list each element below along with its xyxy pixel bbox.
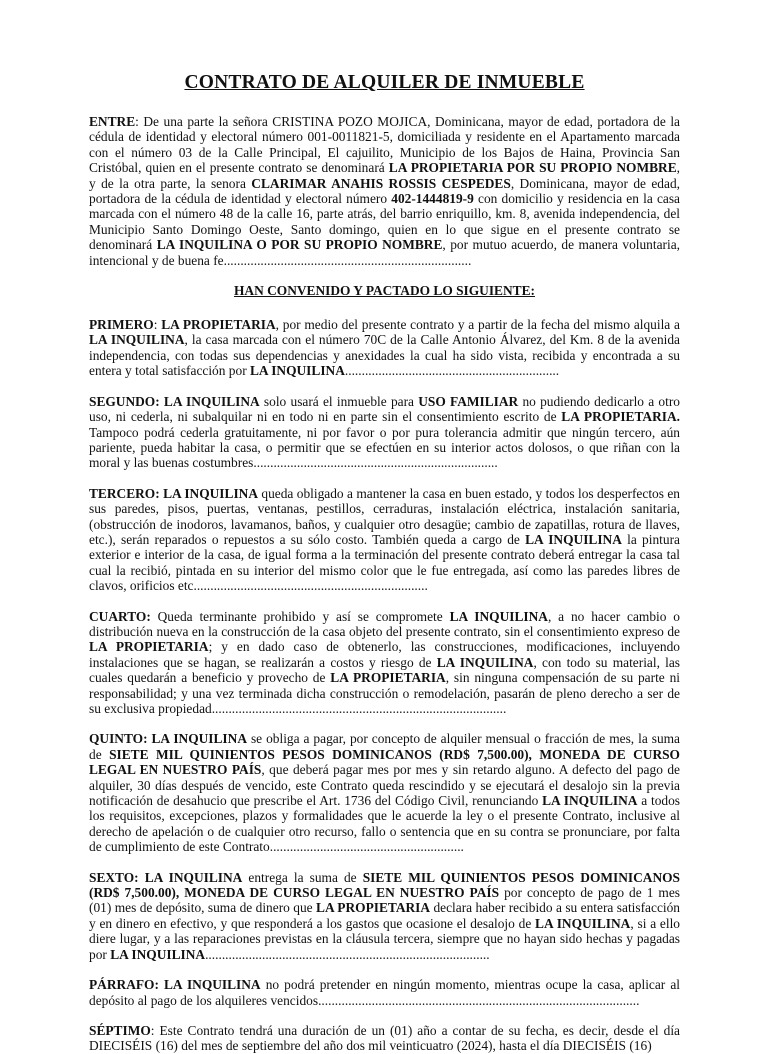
clause-cuarto [89, 609, 680, 717]
text-segment: con domicilio y residencia en la casa marcada con el número 48 de la calle 16, parte atrás, del barrio enriquillo, km. 8, avenida independencia, del Municipio Santo Domingo Oeste, Santo domingo, quien en lo que sigue en el presente contrato se denominará [89, 191, 680, 253]
bold-text-segment: LA PROPIETARIA. [561, 409, 680, 425]
text-segment: , la casa marcada con el número 70C de la Calle Antonio Álvarez, del Km. 8 de la avenida independencia, con todas sus dependencias y anexidades la cual ha sido vista, recibida y encontrada a su entera y total satisfacción por [89, 332, 680, 379]
text-segment: queda obligado a mantener la casa en buen estado, y todos los desperfectos en sus paredes, pisos, puertas, ventanas, pestillos, cerraduras, instalación eléctrica, instalación sanitaria, (obstrucción de inodoros, lavamanos, baños, y cualquier otro desagüe; cambio de zapatillas, rotura de llaves, etc.), serán reparados o repuestos a su sólo costo. También queda a cargo de [89, 485, 680, 547]
text-segment: solo usará el inmueble para [259, 393, 419, 409]
text-segment: ; y en dado caso de obtenerlo, las construcciones, modificaciones, incluyendo instalaciones que se hagan, se realizarán a costos y riesgo de [89, 639, 680, 670]
text-segment: ................................................................ [344, 363, 560, 379]
text-segment: : [153, 317, 162, 333]
clause-primero [89, 317, 680, 379]
document-title: CONTRATO DE ALQUILER DE INMUEBLE [184, 72, 585, 93]
bold-text-segment: LA PROPIETARIA [161, 317, 276, 333]
clause-parrafo [89, 977, 680, 1008]
bold-text-segment: LA INQUILINA O POR SU PROPIO NOMBRE [156, 237, 443, 253]
bold-text-segment: SIETE MIL QUINIENTOS PESOS DOMINICANOS (RD$ 7,500.00), MONEDA DE CURSO LEGAL EN NUESTRO PAÍS [89, 869, 680, 901]
text-segment: a todos los requisitos, excepciones, plazos y formalidades que le acuerde la ley o el presente Contrato, inclusive al derecho de apelación o de cualquier otro recurso, fallo o sentencia que en su contra se pronunciare, por falta de cumplimiento de este Contrato.......................................................... [89, 793, 681, 855]
bold-text-segment: SIETE MIL QUINIENTOS PESOS DOMINICANOS (RD$ 7,500.00), MONEDA DE CURSO LEGAL EN NUESTRO PAÍS [89, 746, 680, 778]
clause-septimo [89, 1023, 680, 1054]
bold-text-segment: ENTRE [89, 114, 136, 129]
text-segment: no pudiendo dedicarlo a otro uso, ni cederla, ni subalquilar ni en todo ni en parte sin el consentimiento escrito de [89, 393, 680, 425]
bold-text-segment: LA INQUILINA [525, 531, 622, 547]
text-segment: , a no hacer cambio o distribución nueva en la construcción de la casa objeto del presente contrato, sin el consentimiento expreso de [89, 608, 681, 639]
bold-text-segment: LA INQUILINA [250, 363, 345, 379]
bold-text-segment: LA PROPIETARIA [316, 900, 431, 916]
bold-text-segment: PRIMERO [89, 317, 154, 333]
text-segment: no podrá pretender en ningún momento, mientras ocupe la casa, aplicar al depósito al pago de los alquileres vencidos................................................................................................ [89, 977, 681, 1008]
bold-text-segment: LA INQUILINA [449, 608, 548, 624]
text-segment: , con todo su material, las cuales quedarán a beneficio y provecho de [89, 654, 681, 686]
text-segment: entrega la suma de [242, 869, 363, 885]
text-segment: declara haber recibido a su entera satisfacción y en dinero en efectivo, y que responderá a los gastos que ocasione el desalojo de [89, 900, 680, 931]
bold-text-segment: LA INQUILINA [110, 946, 206, 962]
text-segment: se obliga a pagar, por concepto de alquiler mensual o fracción de mes, la suma de [89, 731, 680, 762]
text-segment: , por medio del presente contrato y a partir de la fecha del mismo alquila a [275, 317, 680, 333]
text-segment: por concepto de pago de 1 mes (01) mes de depósito, suma de dinero que [89, 885, 680, 916]
text-segment: Tampoco podrá cederla gratuitamente, ni por favor o por pura tolerancia admitir que ningún tercero, aún pariente, pueda habitar la casa, o permitir que se efectúen en su interior actos dolosos, o que riñan con la moral y las buenas costumbres......................................................................... [89, 424, 680, 471]
bold-text-segment: LA PROPIETARIA POR SU PROPIO NOMBRE [388, 160, 677, 176]
bold-text-segment: LA PROPIETARIA [330, 670, 446, 686]
text-segment: ..................................................................................... [205, 946, 490, 962]
clause-segundo [89, 394, 680, 471]
text-segment: : De una parte la señora CRISTINA POZO MOJICA, Dominicana, mayor de edad, portadora de la cédula de identidad y electoral número 001-0011821-5, domiciliada y residente en el Apartamento marcada con el número 03 de la Calle Principal, El cajuilito, Municipio de los Bajos de Haina, Provincia San Cristóbal, quien en el presente contrato se denominará [89, 114, 680, 176]
text-segment: , si a ello diere lugar, y a las reparaciones previstas en la cláusula tercera, siempre que no hayan sido hechas y pagadas por [89, 915, 680, 962]
text-segment: Queda terminante prohibido y así se compromete [150, 608, 450, 624]
bold-text-segment: QUINTO: LA INQUILINA [89, 731, 247, 747]
text-segment: , sin ninguna compensación de su parte ni responsabilidad; y una vez terminada dicha construcción o remodelación, pasarán de pleno derecho a ser de su exclusiva propiedad........................................................................................ [89, 670, 680, 716]
bold-text-segment: LA PROPIETARIA [89, 639, 209, 655]
bold-text-segment: PÁRRAFO: LA INQUILINA [89, 977, 261, 993]
text-segment: la pintura exterior e interior de la casa, de igual forma a la terminación del presente contrato deberá entregar la casa tal cual la recibió, pintada en su interior del mismo color que le fue entregada, así como las paredes libres de clavos, orificios etc...................................................................... [89, 531, 680, 594]
text-segment: , por mutuo acuerdo, de manera voluntaria, intencional y de buena fe.......................................................................... [89, 237, 681, 268]
text-segment: , que deberá pagar mes por mes y sin retardo alguno. A defecto del pago de alquiler, 30 días después de vencido, este Contrato queda rescindido y se ejecutará el desalojo sin la previa notificación de desahucio que prescribe el Art. 1736 del Código Civil, renunciando [89, 762, 680, 809]
clause-sexto [89, 870, 680, 962]
bold-text-segment: 402-1444819-9 [391, 191, 474, 207]
text-segment: , Dominicana, mayor de edad, portadora de la cédula de identidad y electoral número [89, 175, 680, 207]
text-segment: : Este Contrato tendrá una duración de un (01) año a contar de su fecha, es decir, desde el día DIECISÉIS (16) del mes de septiembre del año dos mil veinticuatro (2024), hasta el día DIECISÉIS (16) [89, 1022, 680, 1054]
bold-text-segment: SEGUNDO: LA INQUILINA [89, 393, 260, 409]
bold-text-segment: LA INQUILINA [436, 654, 534, 670]
bold-text-segment: USO FAMILIAR [418, 393, 519, 409]
clause-quinto [89, 731, 680, 854]
clause-tercero [89, 486, 680, 594]
bold-text-segment: CLARIMAR ANAHIS ROSSIS CESPEDES [251, 175, 511, 191]
bold-text-segment: LA INQUILINA [542, 793, 638, 809]
bold-text-segment: CUARTO: [89, 608, 151, 624]
clause-entre [89, 114, 680, 268]
text-segment: , y de la otra parte, la senora [89, 160, 680, 191]
bold-text-segment: SÉPTIMO [89, 1022, 151, 1038]
bold-text-segment: LA INQUILINA [535, 915, 631, 931]
bold-text-segment: TERCERO: LA INQUILINA [89, 485, 258, 501]
bold-text-segment: SEXTO: LA INQUILINA [89, 869, 243, 885]
bold-text-segment: LA INQUILINA [89, 332, 185, 348]
agreement-heading: HAN CONVENIDO Y PACTADO LO SIGUIENTE: [234, 283, 535, 299]
